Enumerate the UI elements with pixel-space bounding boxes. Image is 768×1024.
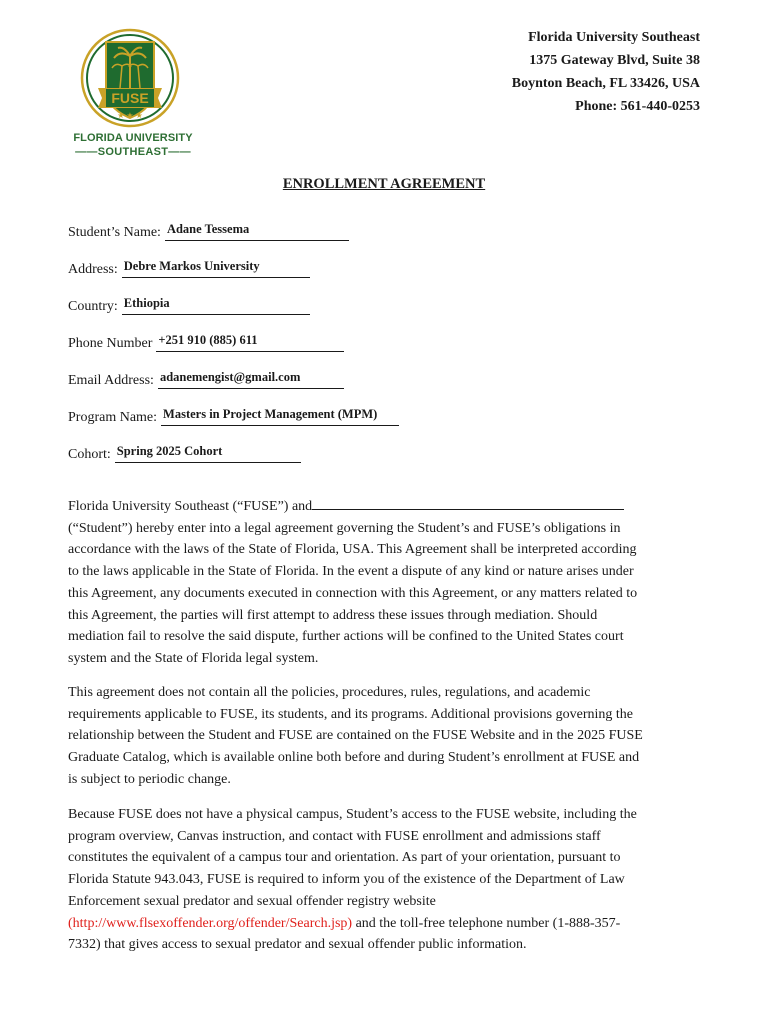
agreement-paragraph-3 xyxy=(68,804,704,956)
para1-lead: Florida University Southeast (“FUSE”) and xyxy=(68,499,313,514)
country-value: Ethiopia xyxy=(122,296,310,315)
field-student-name xyxy=(68,222,349,241)
para1-line: this Agreement, any documents executed in connection with this Agreement, or any matters related to xyxy=(68,585,638,601)
institution-city: Boynton Beach, FL 33426, USA xyxy=(511,76,700,91)
institution-phone: Phone: 561-440-0253 xyxy=(575,99,700,114)
page-title: ENROLLMENT AGREEMENT xyxy=(282,176,486,192)
phone-value: +251 910 (885) 611 xyxy=(156,333,344,352)
email-value: adanemengist@gmail.com xyxy=(158,370,344,389)
para1-line: accordance with the laws of the State of Florida, USA. This Agreement shall be interpreted according xyxy=(68,542,637,558)
logo-name-line1: FLORIDA UNIVERSITY xyxy=(73,132,193,144)
logo-badge-text: FUSE xyxy=(111,90,149,106)
para1-line: system and the State of Florida legal system. xyxy=(68,650,319,666)
agreement-paragraph-2 xyxy=(68,682,704,791)
para3-line: Florida Statute 943.043, FUSE is required to inform you of the existence of the Department of Law xyxy=(68,872,625,888)
fuse-logo xyxy=(70,28,196,160)
institution-address xyxy=(512,26,700,118)
cohort-label: Cohort: xyxy=(68,447,111,462)
student-name-blank xyxy=(312,497,624,510)
para1-line: to the laws applicable in the State of Florida. In the event a dispute of any kind or nature arises under xyxy=(68,564,634,580)
program-value: Masters in Project Management (MPM) xyxy=(161,407,399,426)
field-cohort xyxy=(68,444,301,463)
field-country xyxy=(68,296,310,315)
agreement-paragraph-1 xyxy=(68,496,704,670)
para1-line: (“Student”) hereby enter into a legal agreement governing the Student’s and FUSE’s obligations in xyxy=(68,520,621,536)
phone-label: Phone Number xyxy=(68,336,153,351)
para3-line: Enforcement sexual predator and sexual offender registry website xyxy=(68,893,436,909)
institution-street: 1375 Gateway Blvd, Suite 38 xyxy=(529,53,700,68)
para2-line: is subject to periodic change. xyxy=(68,771,231,787)
svg-text:★ ★ ★: ★ ★ ★ xyxy=(117,111,143,120)
field-email xyxy=(68,370,344,389)
para1-line: mediation fail to resolve the said dispute, further actions will be confined to the United States court xyxy=(68,629,624,645)
student-name-value: Adane Tessema xyxy=(165,222,349,241)
program-label: Program Name: xyxy=(68,410,158,425)
para3-line: program overview, Canvas instruction, and contact with FUSE enrollment and admissions staff xyxy=(68,828,601,844)
para2-line: relationship between the Student and FUSE are contained on the FUSE Website and in the 2025 FUSE xyxy=(68,728,643,744)
address-value: Debre Markos University xyxy=(122,259,310,278)
para2-line: This agreement does not contain all the policies, procedures, rules, regulations, and academic xyxy=(68,685,591,700)
para3-after-link: and the toll-free telephone number (1-888-357- xyxy=(352,915,621,931)
field-program xyxy=(68,407,399,426)
para2-line: requirements applicable to FUSE, its students, and its programs. Additional provisions governing the xyxy=(68,706,633,722)
para3-line: Because FUSE does not have a physical campus, Student’s access to the FUSE website, including the xyxy=(68,807,637,822)
para3-last-line: 7332) that gives access to sexual predator and sexual offender public information. xyxy=(68,937,527,953)
cohort-value: Spring 2025 Cohort xyxy=(115,444,301,463)
para1-line: this Agreement, the parties will first attempt to address these issues through mediation. Should xyxy=(68,607,598,623)
logo-name-line2: ——SOUTHEAST—— xyxy=(75,146,191,158)
field-address xyxy=(68,259,310,278)
email-label: Email Address: xyxy=(68,373,154,388)
para3-line: constitutes the equivalent of a campus tour and orientation. As part of your orientation, pursuant to xyxy=(68,850,621,866)
institution-name: Florida University Southeast xyxy=(528,30,700,45)
registry-link[interactable]: (http://www.flsexoffender.org/offender/Search.jsp) xyxy=(68,915,353,931)
field-phone xyxy=(68,333,344,352)
country-label: Country: xyxy=(68,299,118,314)
address-label: Address: xyxy=(68,262,118,277)
fuse-emblem-icon xyxy=(76,28,188,128)
student-name-label: Student’s Name: xyxy=(68,225,161,240)
para2-line: Graduate Catalog, which is available online both before and during Student’s enrollment at FUSE and xyxy=(68,750,640,766)
